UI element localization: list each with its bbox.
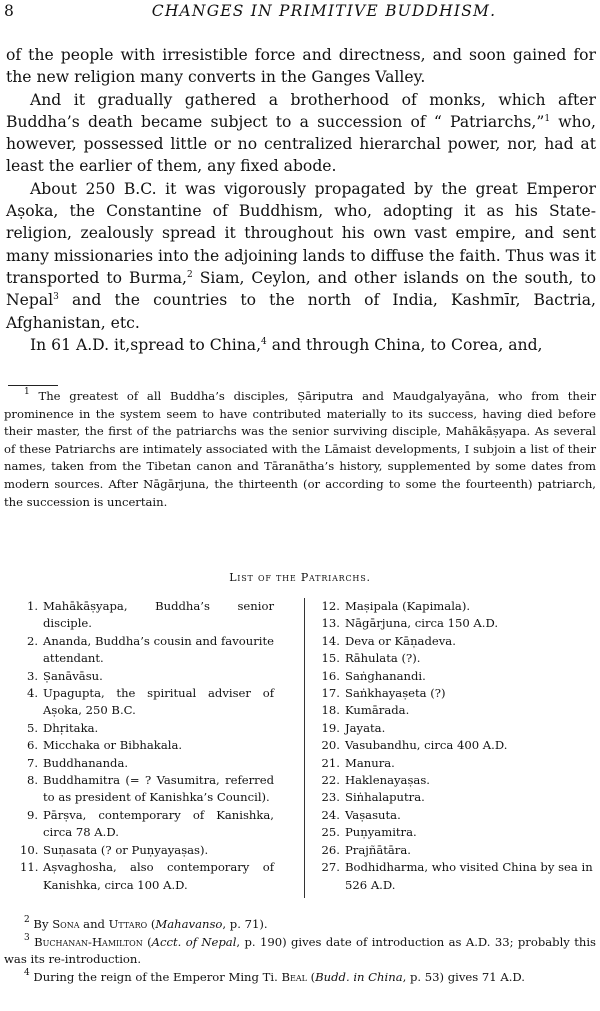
entry-text: Deva or Kāṇadeva.	[345, 633, 456, 648]
entry-number: 3.	[26, 668, 38, 683]
patriarch-entry	[318, 720, 594, 737]
footnote-text: , p. 53) gives 71 A.D.	[402, 969, 525, 984]
entry-number: 16.	[321, 668, 340, 683]
patriarch-entry	[20, 755, 274, 772]
entry-text: Buddhananda.	[43, 755, 129, 770]
footnote-marker: 3	[24, 932, 30, 943]
patriarchs-column-right	[318, 598, 594, 894]
patriarch-entry	[20, 668, 274, 685]
entry-text: Ṣanāvāsu.	[43, 668, 103, 683]
work-title: Acct. of Nepal	[151, 934, 237, 949]
entry-text: Jayata.	[345, 720, 386, 735]
patriarch-entry	[20, 859, 274, 894]
entry-number: 13.	[321, 616, 340, 631]
patriarch-entry	[20, 720, 274, 737]
entry-text: Ananda, Buddha’s cousin and favourite attendant.	[43, 633, 274, 666]
entry-number: 23.	[321, 790, 340, 805]
patriarch-entry	[20, 633, 274, 668]
entry-number: 27.	[321, 860, 340, 875]
entry-number: 10.	[20, 842, 39, 857]
entry-number: 18.	[321, 703, 340, 718]
patriarch-entry	[318, 702, 594, 719]
entry-number: 26.	[321, 842, 340, 857]
patriarch-entry	[20, 772, 274, 807]
entry-text: Upagupta, the spiritual adviser of Aṣoka, 250 B.C.	[43, 686, 274, 718]
entry-text: Manura.	[345, 755, 395, 770]
work-title: Mahavanso	[155, 917, 223, 931]
entry-text: Vaṣasuta.	[345, 807, 401, 822]
entry-text: Nāgārjuna, circa 150 A.D.	[345, 616, 499, 631]
entry-text: Prajñātāra.	[345, 842, 411, 857]
footnote-text: By	[29, 917, 53, 931]
patriarch-entry	[318, 737, 594, 754]
paragraph	[6, 89, 596, 178]
footnote-ref: 2	[187, 269, 193, 280]
footnotes-2-4	[4, 916, 596, 986]
entry-text: Micchaka or Bibhakala.	[43, 738, 183, 753]
entry-number: 4.	[26, 686, 38, 701]
entry-number: 24.	[321, 807, 340, 822]
patriarch-entry	[318, 615, 594, 632]
footnote-text: , p. 190) gives date of introduction as A.D. 33; probably this was its re-introduction.	[4, 934, 596, 967]
paragraph	[6, 334, 596, 356]
era-abbrev: B.C.	[123, 179, 157, 198]
running-title: CHANGES IN PRIMITIVE BUDDHISM.	[151, 2, 497, 20]
patriarch-entry	[318, 842, 594, 859]
work-title: Budd. in China	[315, 969, 403, 984]
entry-text: Pārṣva, contemporary of Kanishka, circa 78 A.D.	[43, 807, 274, 840]
text-run: Siam, Ceylon, and other islands on the south, to Nepal	[6, 268, 596, 310]
footnote-3	[4, 934, 596, 969]
entry-text: Saṅkhayaṣeta (?)	[345, 686, 446, 701]
footnote-marker: 2	[24, 915, 30, 925]
entry-number: 8.	[26, 773, 38, 788]
entry-number: 2.	[26, 633, 38, 648]
footnote-text: (	[142, 934, 152, 949]
paragraph	[6, 178, 596, 334]
entry-text: Puṇyamitra.	[345, 825, 417, 840]
patriarch-entry	[318, 789, 594, 806]
patriarch-entry	[318, 772, 594, 789]
patriarch-entry	[318, 859, 594, 894]
entry-number: 5.	[26, 720, 38, 735]
footnote-text: During the reign of the Emperor Ming Ti.	[29, 969, 282, 984]
patriarch-entry	[318, 668, 594, 685]
main-text	[6, 44, 596, 356]
entry-text: Mahākāṣyapa, Buddha’s senior disciple.	[43, 599, 274, 631]
entry-text: Rāhulata (?).	[345, 651, 421, 666]
footnote-marker: 4	[24, 967, 30, 978]
patriarch-entry	[318, 633, 594, 650]
text-run: it,spread to China,	[109, 335, 262, 354]
patriarch-entry	[20, 598, 274, 633]
entry-number: 11.	[20, 860, 39, 875]
entry-text: Bodhidharma, who visited China by sea in 526 A.D.	[345, 860, 593, 892]
entry-number: 25.	[321, 825, 340, 840]
text-run: it was vigorously propagated by the great Emperor Aṣoka, the Constantine of Buddhism, who, adopting it as his State-religion, zealously spread it throughout his own vast empire, and sent many missionaries into the adjoining lands to diffuse the faith. Thus was it transported to Burma,	[6, 179, 596, 287]
entry-text: Dhṛitaka.	[43, 720, 99, 735]
patriarch-entry	[20, 685, 274, 720]
footnote-1	[4, 388, 596, 511]
text-run: And it gradually gathered a brotherhood of monks, which after Buddha’s death became subject to a succession of “ Patriarchs,”	[6, 90, 596, 131]
entry-number: 15.	[321, 651, 340, 666]
entry-text: Maṣipala (Kapimala).	[345, 599, 471, 613]
entry-text: Saṅghanandi.	[345, 668, 426, 683]
author-name: Buchanan-Hamilton	[34, 934, 143, 949]
entry-text: Haklenayaṣas.	[345, 773, 430, 788]
patriarch-entry	[20, 807, 274, 842]
era-abbrev: A.D.	[75, 335, 110, 354]
paragraph: of the people with irresistible force and directness, and soon gained for the new religion many converts in the Ganges Valley.	[6, 46, 596, 87]
entry-number: 9.	[26, 807, 38, 822]
footnote-text: and	[79, 917, 109, 931]
entry-number: 22.	[321, 773, 340, 788]
column-divider	[304, 598, 305, 898]
text-run: who, however, possessed little or no centralized hierarchal power, nor, had at least the earlier of them, any fixed abode.	[6, 112, 596, 176]
entry-text: Vasubandhu, circa 400 A.D.	[345, 738, 508, 753]
entry-number: 20.	[321, 738, 340, 753]
text-run: In 61	[30, 335, 76, 354]
entry-text: Suṇasata (? or Puṇyayaṣas).	[43, 842, 209, 857]
entry-number: 19.	[321, 720, 340, 735]
entry-text: Siṅhalaputra.	[345, 790, 425, 805]
patriarch-entry	[318, 807, 594, 824]
text-run: About 250	[30, 179, 124, 198]
entry-number: 21.	[321, 755, 340, 770]
entry-number: 1.	[26, 599, 38, 613]
patriarch-entry	[318, 685, 594, 702]
footnote-ref: 3	[53, 292, 59, 303]
footnote-marker: 1	[24, 387, 30, 397]
entry-number: 6.	[26, 738, 38, 753]
footnote-ref: 1	[544, 113, 551, 124]
entry-number: 14.	[321, 633, 340, 648]
entry-number: 12.	[321, 599, 340, 613]
patriarch-entry	[318, 824, 594, 841]
footnote-text: (	[306, 969, 316, 984]
author-name: Beal	[281, 969, 307, 984]
page-header	[4, 0, 596, 22]
patriarchs-column-left	[20, 598, 274, 894]
entry-number: 7.	[26, 755, 38, 770]
footnote-text: , p. 71).	[222, 917, 268, 931]
text-run: and through China, to Corea, and,	[266, 335, 543, 354]
patriarch-entry	[318, 598, 594, 615]
patriarch-entry	[318, 755, 594, 772]
patriarch-entry	[318, 650, 594, 667]
name-uttaro: Uttaro	[108, 917, 148, 931]
entry-text: Buddhamitra (= ? Vasumitra, referred to as president of Kanishka’s Council).	[43, 773, 274, 805]
patriarch-entry	[20, 737, 274, 754]
patriarch-entry	[20, 842, 274, 859]
footnote-rule	[8, 385, 58, 386]
entry-text: Aṣvaghosha, also contemporary of Kanishka, circa 100 A.D.	[43, 860, 274, 892]
footnote-ref: 4	[261, 336, 267, 347]
footnote-2	[4, 916, 596, 934]
entry-text: Kumārada.	[345, 703, 410, 718]
footnote-text: The greatest of all Buddha’s disciples, Ṣāriputra and Maudgalyayāna, who from their prominence in the system seem to have contributed materially to its success, having died before their master, the first of the patriarchs was the senior surviving disciple, Mahākāṣyapa. As several of these Patriarchs are intimately associated with the Lāmaist developments, I subjoin a list of their names, taken from the Tibetan canon and Tāranātha’s history, supplemented by some dates from modern sources. After Nāgārjuna, the thirteenth (or according to some the fourteenth) patriarch, the succession is uncertain.	[4, 389, 596, 509]
footnote-text: (	[147, 917, 156, 931]
name-sona: Sona	[52, 917, 80, 931]
list-title: List of the Patriarchs.	[229, 571, 371, 584]
footnote-4	[4, 969, 596, 987]
page-number: 8	[4, 2, 14, 20]
text-run: and the countries to the north of India, Kashmīr, Bactria, Afghanistan, etc.	[6, 291, 596, 332]
entry-number: 17.	[321, 686, 340, 701]
